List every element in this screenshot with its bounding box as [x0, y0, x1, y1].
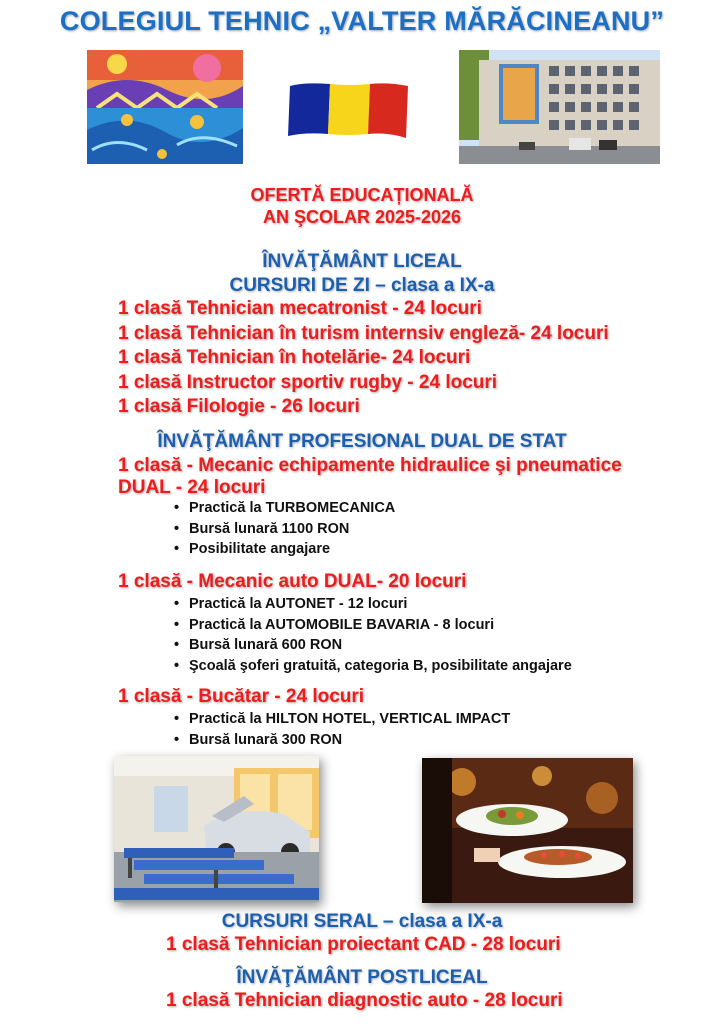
workshop-classroom-image: [114, 756, 319, 902]
liceal-class-item: 1 clasă Tehnician în turism internsiv engleză- 24 locuri: [118, 323, 609, 344]
school-title: COLEGIUL TEHNIC „VALTER MĂRĂCINEANU”: [59, 6, 665, 36]
seral-class: 1 clasă Tehnician proiectant CAD - 28 locuri: [166, 934, 561, 955]
benefit-item: • Posibilitate angajare: [174, 539, 395, 560]
offer-title: OFERTĂ EDUCAȚIONALĂ: [250, 185, 474, 205]
benefit-item: • Practică la HILTON HOTEL, VERTICAL IMPACT: [174, 709, 510, 730]
liceal-subheading: CURSURI DE ZI – clasa a IX-a: [229, 275, 495, 296]
dual-program-benefits: [174, 498, 395, 560]
liceal-class-item: 1 clasă Instructor sportiv rugby - 24 locuri: [118, 372, 498, 393]
benefit-item: • Practică la AUTOMOBILE BAVARIA - 8 locuri: [174, 615, 572, 636]
seral-heading: CURSURI SERAL – clasa a IX-a: [221, 911, 503, 932]
postliceal-heading: ÎNVĂŢĂMÂNT POSTLICEAL: [236, 967, 488, 988]
dual-heading: ÎNVĂŢĂMÂNT PROFESIONAL DUAL DE STAT: [157, 431, 567, 452]
art-image: [87, 50, 243, 164]
dual-program-title: 1 clasă - Mecanic auto DUAL- 20 locuri: [118, 571, 467, 592]
dual-program-title: 1 clasă - Bucătar - 24 locuri: [118, 686, 365, 707]
dual-program-title-cont: DUAL - 24 locuri: [118, 477, 266, 498]
liceal-class-item: 1 clasă Filologie - 26 locuri: [118, 396, 360, 417]
postliceal-class: 1 clasă Tehnician diagnostic auto - 28 locuri: [166, 990, 563, 1011]
school-year: AN ŞCOLAR 2025-2026: [262, 207, 462, 227]
benefit-item: • Bursă lunară 1100 RON: [174, 519, 395, 540]
dual-program-title: 1 clasă - Mecanic echipamente hidraulice şi pneumatice: [118, 455, 622, 476]
benefit-item: • Bursă lunară 600 RON: [174, 635, 572, 656]
school-building-image: [459, 50, 660, 164]
restaurant-image: [422, 758, 633, 903]
romanian-flag: [284, 78, 412, 140]
liceal-class-item: 1 clasă Tehnician în hotelărie- 24 locuri: [118, 347, 471, 368]
dual-program-benefits: [174, 709, 510, 750]
benefit-item: • Practică la TURBOMECANICA: [174, 498, 395, 519]
dual-program-benefits: [174, 594, 572, 676]
benefit-item: • Practică la AUTONET - 12 locuri: [174, 594, 572, 615]
liceal-class-item: 1 clasă Tehnician mecatronist - 24 locuri: [118, 298, 482, 319]
liceal-heading: ÎNVĂŢĂMÂNT LICEAL: [262, 251, 462, 272]
benefit-item: • Bursă lunară 300 RON: [174, 730, 510, 751]
benefit-item: • Şcoală şoferi gratuită, categoria B, posibilitate angajare: [174, 656, 572, 677]
